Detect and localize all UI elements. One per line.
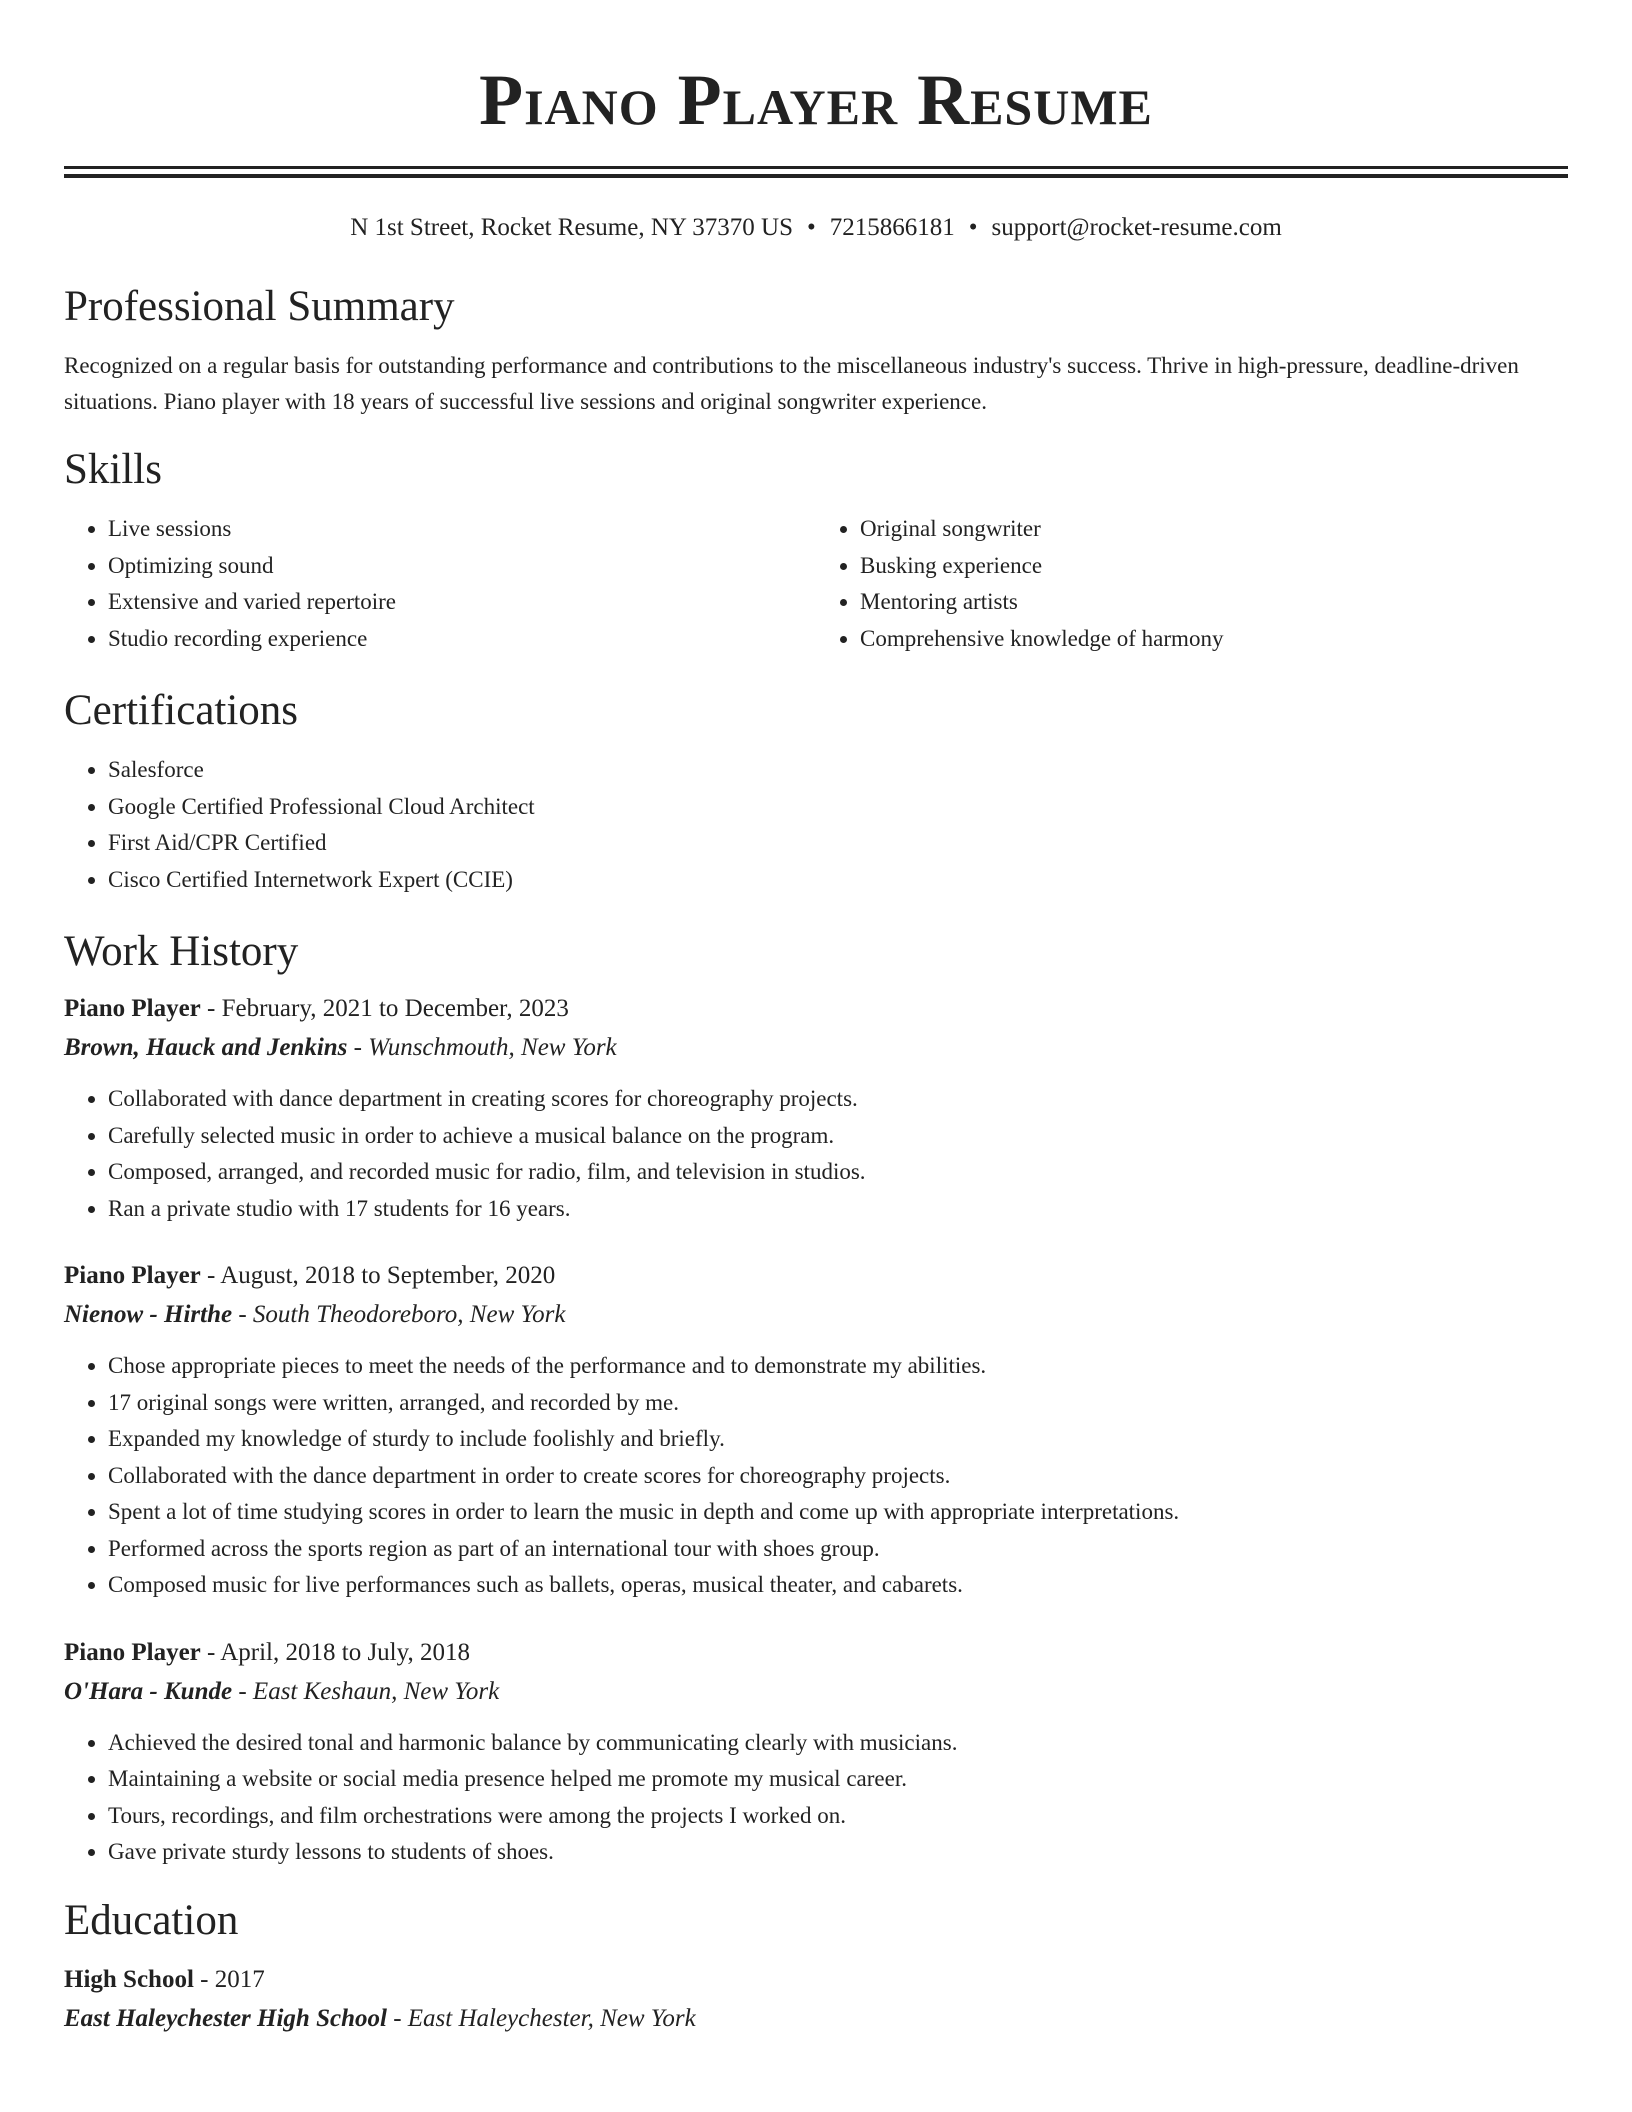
summary-text: Recognized on a regular basis for outstanding performance and contributions to the miscellaneous industry's success. Thrive in high-pressure, deadline-driven situations. Piano player with 18 years of successful live sessions and original songwriter experience. <box>64 353 1519 414</box>
job-bullet: • Composed music for live performances such as ballets, operas, musical theater, and cabarets. <box>108 1567 1568 1604</box>
job-title: Piano Player <box>64 995 201 1022</box>
job-entry <box>64 1257 1568 1604</box>
education-degree-line <box>64 1961 1568 1999</box>
skill-item: • Live sessions <box>108 511 816 548</box>
job-title-line <box>64 1257 1568 1295</box>
contact-phone: 7215866181 <box>829 214 955 241</box>
resume-title: Piano Player Resume <box>479 60 1153 140</box>
summary-section <box>64 279 1568 420</box>
education-school-line <box>64 1999 1568 2039</box>
job-bullets <box>64 1348 1568 1604</box>
skill-item: • Comprehensive knowledge of harmony <box>860 621 1568 658</box>
summary-heading: Professional Summary <box>64 283 455 330</box>
job-bullet: • Expanded my knowledge of sturdy to include foolishly and briefly. <box>108 1421 1568 1458</box>
work-history-heading: Work History <box>64 928 299 975</box>
education-degree: High School <box>64 1965 194 1993</box>
skill-item: • Original songwriter <box>860 511 1568 548</box>
job-bullet: • 17 original songs were written, arranged, and recorded by me. <box>108 1385 1568 1422</box>
skills-list-left <box>64 511 816 657</box>
education-school: East Haleychester High School <box>64 2004 387 2032</box>
contact-email: support@rocket-resume.com <box>991 214 1282 241</box>
job-bullets <box>64 1081 1568 1227</box>
company-name: O'Hara - Kunde <box>64 1677 233 1705</box>
education-section <box>64 1893 1568 2039</box>
contact-line <box>64 211 1568 245</box>
job-dates: - February, 2021 to December, 2023 <box>200 995 569 1022</box>
job-title: Piano Player <box>64 1638 201 1666</box>
skill-item: • Mentoring artists <box>860 584 1568 621</box>
skills-columns <box>64 511 1568 657</box>
contact-address: N 1st Street, Rocket Resume, NY 37370 US <box>350 214 793 241</box>
skills-heading: Skills <box>64 446 162 493</box>
job-bullet: • Ran a private studio with 17 students for 16 years. <box>108 1191 1568 1228</box>
certification-item: • Salesforce <box>108 752 1568 789</box>
job-bullets <box>64 1725 1568 1871</box>
skill-item: • Busking experience <box>860 548 1568 585</box>
certification-item: • Cisco Certified Internetwork Expert (CCIE) <box>108 862 1568 899</box>
job-title-line <box>64 990 1568 1028</box>
job-entry <box>64 1634 1568 1871</box>
skill-item: • Studio recording experience <box>108 621 816 658</box>
job-bullet: • Composed, arranged, and recorded music for radio, film, and television in studios. <box>108 1154 1568 1191</box>
job-dates: - August, 2018 to September, 2020 <box>200 1262 556 1289</box>
certifications-section <box>64 683 1568 898</box>
job-bullet: • Maintaining a website or social media presence helped me promote my musical career. <box>108 1761 1568 1798</box>
certifications-list <box>64 752 1568 898</box>
education-year: - 2017 <box>193 1965 265 1993</box>
job-dates: - April, 2018 to July, 2018 <box>200 1638 470 1666</box>
certifications-heading: Certifications <box>64 687 299 734</box>
job-bullet: • Spent a lot of time studying scores in order to learn the music in depth and come up with appropriate interpretations. <box>108 1494 1568 1531</box>
contact-separator: • <box>968 214 978 241</box>
company-line <box>64 1295 1568 1335</box>
education-heading: Education <box>64 1896 239 1944</box>
company-location: - South Theodoreboro, New York <box>232 1301 566 1328</box>
title-divider-bottom <box>64 174 1568 178</box>
company-location: - Wunschmouth, New York <box>347 1034 617 1061</box>
company-name: Nienow - Hirthe <box>64 1301 233 1328</box>
work-history-section <box>64 924 1568 1871</box>
job-bullet: • Carefully selected music in order to achieve a musical balance on the program. <box>108 1118 1568 1155</box>
job-bullet: • Collaborated with dance department in creating scores for choreography projects. <box>108 1081 1568 1118</box>
skills-list-right <box>816 511 1568 657</box>
job-bullet: • Performed across the sports region as part of an international tour with shoes group. <box>108 1531 1568 1568</box>
skill-item: • Optimizing sound <box>108 548 816 585</box>
title-divider-top <box>64 166 1568 169</box>
skill-item: • Extensive and varied repertoire <box>108 584 816 621</box>
job-bullet: • Collaborated with the dance department in order to create scores for choreography projects. <box>108 1458 1568 1495</box>
certification-item: • Google Certified Professional Cloud Architect <box>108 789 1568 826</box>
job-bullet: • Tours, recordings, and film orchestrations were among the projects I worked on. <box>108 1798 1568 1835</box>
contact-separator: • <box>806 214 816 241</box>
company-location: - East Keshaun, New York <box>232 1677 500 1705</box>
company-name: Brown, Hauck and Jenkins <box>64 1034 348 1061</box>
certification-item: • First Aid/CPR Certified <box>108 825 1568 862</box>
company-line <box>64 1672 1568 1712</box>
job-bullet: • Gave private sturdy lessons to students of shoes. <box>108 1834 1568 1871</box>
job-bullet: • Chose appropriate pieces to meet the needs of the performance and to demonstrate my abilities. <box>108 1348 1568 1385</box>
job-title-line <box>64 1634 1568 1672</box>
education-location: - East Haleychester, New York <box>386 2004 696 2032</box>
job-title: Piano Player <box>64 1262 201 1289</box>
company-line <box>64 1028 1568 1068</box>
job-bullet: • Achieved the desired tonal and harmonic balance by communicating clearly with musicians. <box>108 1725 1568 1762</box>
job-entry <box>64 990 1568 1227</box>
skills-section <box>64 442 1568 657</box>
